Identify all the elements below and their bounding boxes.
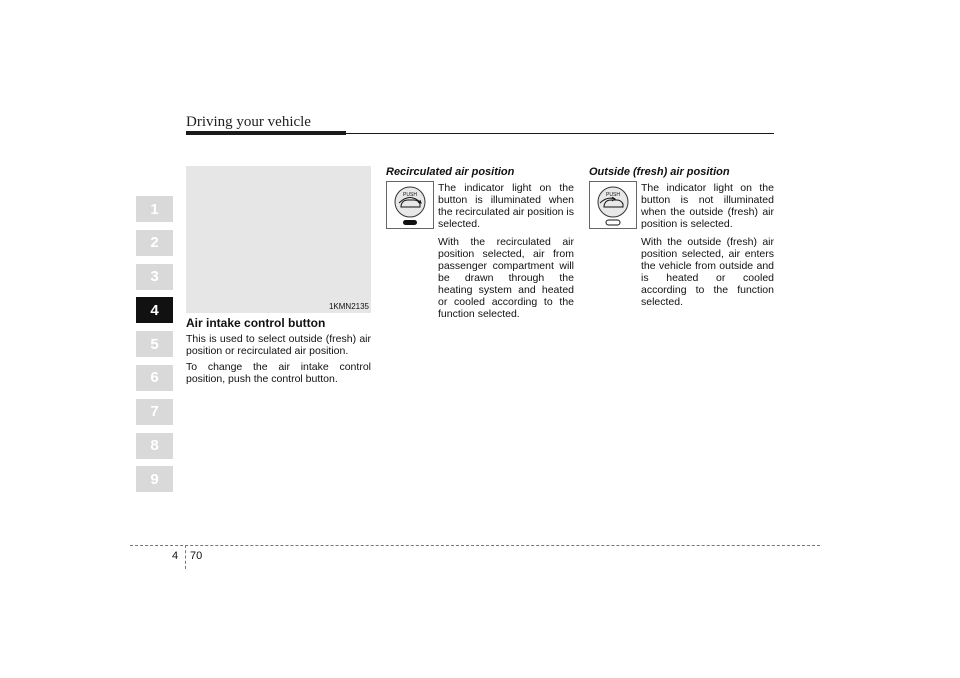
chapter-tab-2[interactable]: 2 (136, 230, 173, 256)
outside-push-label: PUSH (606, 192, 620, 198)
header-rule-thick (186, 131, 346, 135)
section-air-intake (186, 316, 371, 389)
chapter-tab-5[interactable]: 5 (136, 331, 173, 357)
chapter-tab-1[interactable]: 1 (136, 196, 173, 222)
outside-heading: Outside (fresh) air position (589, 166, 730, 178)
outside-button-icon (589, 181, 637, 229)
figure-code: 1KMN2135 (328, 302, 369, 311)
recirculated-push-label: PUSH (403, 192, 417, 198)
outside-paragraph: With the outside (fresh) air position selected, air enters the vehicle from outside and is heated or cooled according to the function selected. (641, 236, 774, 308)
figure-image (186, 166, 371, 313)
section-paragraph: To change the air intake control position, push the control button. (186, 361, 371, 385)
section-outside (589, 166, 774, 314)
recirculated-paragraph: The indicator light on the button is illuminated when the recirculated air position is selected. (438, 182, 574, 230)
car-fresh-air-icon (590, 182, 636, 228)
chapter-tab-3[interactable]: 3 (136, 264, 173, 290)
section-heading: Air intake control button (186, 316, 326, 330)
chapter-tab-4[interactable]: 4 (136, 297, 173, 323)
footer-chapter-number: 4 (172, 550, 179, 562)
header-rule-thin (346, 133, 774, 134)
recirculated-heading: Recirculated air position (386, 166, 515, 178)
chapter-tabs (136, 196, 173, 500)
footer-divider (185, 545, 186, 569)
recirculated-paragraph: With the recirculated air position selected, air from passenger compartment will be drawn through the heating system and heated or cooled according to the function selected. (438, 236, 574, 320)
section-paragraph: This is used to select outside (fresh) air position or recirculated air position. (186, 333, 371, 357)
chapter-tab-8[interactable]: 8 (136, 433, 173, 459)
chapter-tab-7[interactable]: 7 (136, 399, 173, 425)
chapter-tab-9[interactable]: 9 (136, 466, 173, 492)
section-recirculated (386, 166, 574, 326)
chapter-tab-6[interactable]: 6 (136, 365, 173, 391)
footer-page-number: 70 (190, 550, 203, 562)
car-recirculate-icon (387, 182, 433, 228)
outside-paragraph: The indicator light on the button is not illuminated when the outside (fresh) air position is selected. (641, 182, 774, 230)
page-header-title: Driving your vehicle (186, 114, 311, 130)
footer-rule (130, 545, 820, 546)
recirculated-button-icon (386, 181, 434, 229)
